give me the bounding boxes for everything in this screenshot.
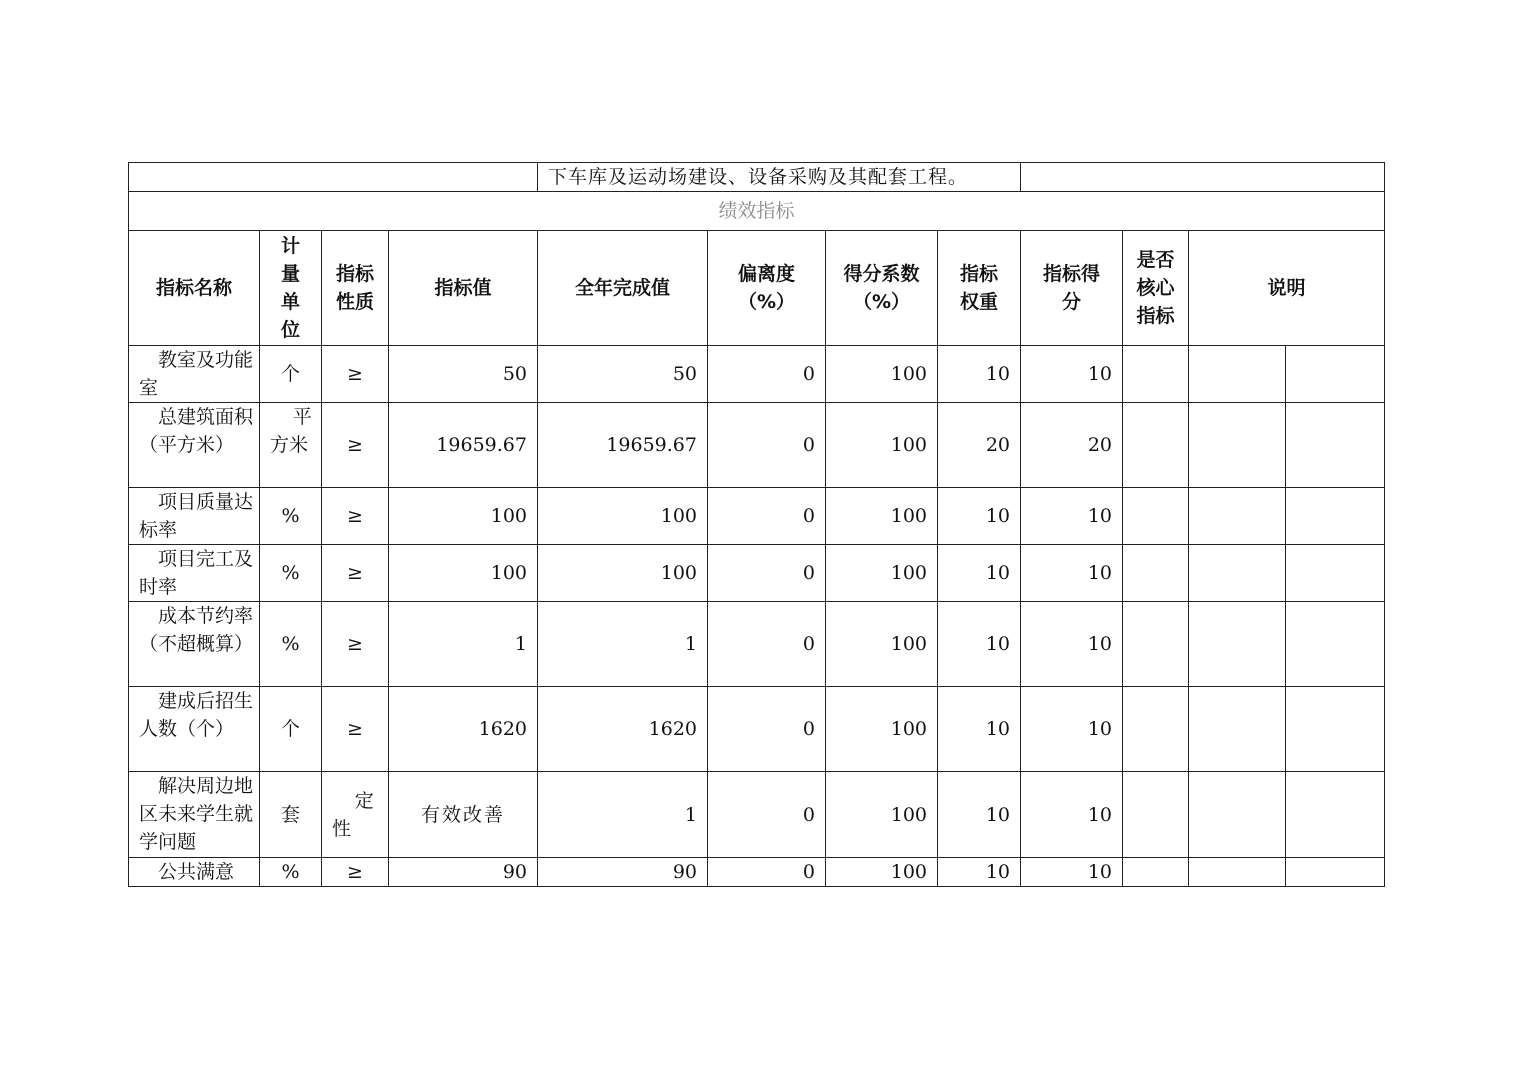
indicator-weight: 10 — [938, 346, 1021, 403]
indicator-core — [1123, 687, 1189, 772]
table-row — [129, 545, 1385, 602]
indicator-weight: 10 — [938, 772, 1021, 858]
table-row — [129, 772, 1385, 858]
indicator-target: 100 — [389, 488, 538, 545]
table-row — [129, 602, 1385, 687]
indicator-nature: ≥ — [322, 858, 389, 887]
indicator-remark-a — [1189, 545, 1286, 602]
indicator-remark-b — [1286, 687, 1385, 772]
indicator-remark-b — [1286, 403, 1385, 488]
table-row — [129, 346, 1385, 403]
indicator-core — [1123, 346, 1189, 403]
indicator-actual: 100 — [538, 545, 708, 602]
header-score: 指标得分 — [1021, 231, 1123, 346]
indicator-actual: 1 — [538, 602, 708, 687]
indicator-nature: ≥ — [322, 602, 389, 687]
indicator-unit: 个 — [260, 687, 322, 772]
indicator-actual: 50 — [538, 346, 708, 403]
indicator-remark-a — [1189, 858, 1286, 887]
indicator-target: 1 — [389, 602, 538, 687]
indicator-actual: 1 — [538, 772, 708, 858]
indicator-name: 教室及功能室 — [129, 346, 260, 403]
header-target: 指标值 — [389, 231, 538, 346]
indicator-coefficient: 100 — [826, 858, 938, 887]
section-title: 绩效指标 — [129, 192, 1385, 231]
indicator-deviation: 0 — [708, 772, 826, 858]
indicator-remark-a — [1189, 403, 1286, 488]
indicator-weight: 10 — [938, 545, 1021, 602]
indicator-nature: ≥ — [322, 346, 389, 403]
indicator-deviation: 0 — [708, 488, 826, 545]
indicator-coefficient: 100 — [826, 346, 938, 403]
indicator-actual: 90 — [538, 858, 708, 887]
indicator-core — [1123, 772, 1189, 858]
header-nature: 指标性质 — [322, 231, 389, 346]
indicator-remark-b — [1286, 346, 1385, 403]
indicator-unit: 个 — [260, 346, 322, 403]
indicator-weight: 10 — [938, 687, 1021, 772]
indicator-actual: 1620 — [538, 687, 708, 772]
indicator-deviation: 0 — [708, 346, 826, 403]
indicator-actual: 100 — [538, 488, 708, 545]
indicator-name: 解决周边地区未来学生就学问题 — [129, 772, 260, 858]
indicator-unit: % — [260, 545, 322, 602]
table-row — [129, 488, 1385, 545]
indicator-nature: ≥ — [322, 687, 389, 772]
indicator-coefficient: 100 — [826, 772, 938, 858]
indicator-score: 10 — [1021, 687, 1123, 772]
header-coefficient: 得分系数（%） — [826, 231, 938, 346]
header-row — [129, 231, 1385, 346]
indicator-name: 建成后招生人数（个） — [129, 687, 260, 772]
indicator-coefficient: 100 — [826, 488, 938, 545]
indicator-actual: 19659.67 — [538, 403, 708, 488]
table-row — [129, 687, 1385, 772]
indicator-score: 10 — [1021, 545, 1123, 602]
table-row — [129, 858, 1385, 887]
indicator-target: 90 — [389, 858, 538, 887]
indicator-remark-a — [1189, 602, 1286, 687]
indicator-nature: ≥ — [322, 403, 389, 488]
indicator-deviation: 0 — [708, 403, 826, 488]
indicator-remark-b — [1286, 545, 1385, 602]
indicator-remark-b — [1286, 858, 1385, 887]
indicator-remark-a — [1189, 488, 1286, 545]
indicator-score: 10 — [1021, 488, 1123, 545]
indicator-unit: % — [260, 858, 322, 887]
top-right-cell — [1021, 163, 1385, 192]
header-remark: 说明 — [1189, 231, 1385, 346]
indicator-remark-b — [1286, 602, 1385, 687]
indicator-target: 100 — [389, 545, 538, 602]
indicator-name: 项目质量达标率 — [129, 488, 260, 545]
indicator-remark-b — [1286, 488, 1385, 545]
indicator-score: 10 — [1021, 602, 1123, 687]
indicator-weight: 20 — [938, 403, 1021, 488]
section-title-row — [129, 192, 1385, 231]
indicator-target: 19659.67 — [389, 403, 538, 488]
indicator-coefficient: 100 — [826, 545, 938, 602]
indicator-target: 有效改善 — [389, 772, 538, 858]
indicator-nature: 定性 — [322, 772, 389, 858]
indicator-weight: 10 — [938, 858, 1021, 887]
indicator-core — [1123, 858, 1189, 887]
header-deviation: 偏离度（%） — [708, 231, 826, 346]
indicator-nature: ≥ — [322, 488, 389, 545]
indicator-core — [1123, 602, 1189, 687]
header-weight: 指标权重 — [938, 231, 1021, 346]
indicator-core — [1123, 403, 1189, 488]
performance-table — [128, 162, 1385, 887]
indicator-name: 项目完工及时率 — [129, 545, 260, 602]
indicator-name: 成本节约率（不超概算） — [129, 602, 260, 687]
indicator-deviation: 0 — [708, 687, 826, 772]
header-actual: 全年完成值 — [538, 231, 708, 346]
indicator-remark-a — [1189, 772, 1286, 858]
indicator-core — [1123, 488, 1189, 545]
indicator-remark-b — [1286, 772, 1385, 858]
indicator-deviation: 0 — [708, 602, 826, 687]
top-left-cell — [129, 163, 538, 192]
indicator-target: 1620 — [389, 687, 538, 772]
indicator-remark-a — [1189, 687, 1286, 772]
indicator-unit: 平方米 — [260, 403, 322, 488]
header-name: 指标名称 — [129, 231, 260, 346]
indicator-deviation: 0 — [708, 545, 826, 602]
indicator-weight: 10 — [938, 488, 1021, 545]
indicator-score: 20 — [1021, 403, 1123, 488]
indicator-target: 50 — [389, 346, 538, 403]
indicator-unit: % — [260, 488, 322, 545]
indicator-weight: 10 — [938, 602, 1021, 687]
indicator-coefficient: 100 — [826, 687, 938, 772]
header-core: 是否核心指标 — [1123, 231, 1189, 346]
indicator-unit: % — [260, 602, 322, 687]
indicator-core — [1123, 545, 1189, 602]
indicator-score: 10 — [1021, 772, 1123, 858]
indicator-coefficient: 100 — [826, 602, 938, 687]
indicator-name: 公共满意 — [129, 858, 260, 887]
project-content-text: 下车库及运动场建设、设备采购及其配套工程。 — [538, 163, 1021, 192]
indicator-unit: 套 — [260, 772, 322, 858]
indicator-score: 10 — [1021, 346, 1123, 403]
indicator-remark-a — [1189, 346, 1286, 403]
indicator-deviation: 0 — [708, 858, 826, 887]
table-row — [129, 403, 1385, 488]
indicator-nature: ≥ — [322, 545, 389, 602]
indicator-coefficient: 100 — [826, 403, 938, 488]
indicator-score: 10 — [1021, 858, 1123, 887]
indicator-name: 总建筑面积（平方米） — [129, 403, 260, 488]
header-unit: 计量单位 — [260, 231, 322, 346]
project-content-row — [129, 163, 1385, 192]
